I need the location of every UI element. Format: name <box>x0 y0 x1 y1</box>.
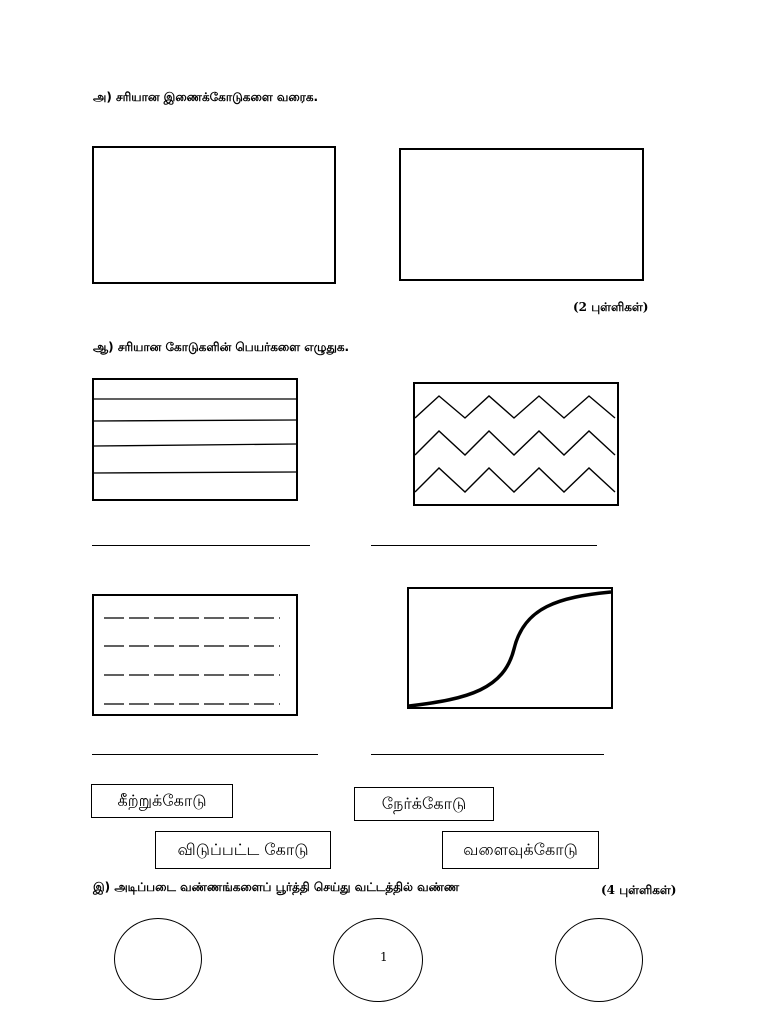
answer-line-4[interactable] <box>371 754 604 755</box>
word-choice-straight-line: நேர்க்கோடு <box>354 787 494 821</box>
coloring-circle-1[interactable] <box>114 918 202 1000</box>
coloring-circle-2[interactable] <box>333 918 423 1002</box>
drawing-box-left[interactable] <box>92 146 336 284</box>
curved-line-drawing <box>409 589 611 707</box>
word-choice-curved-line: வளைவுக்கோடு <box>442 831 599 869</box>
dashed-lines-figure <box>92 594 298 716</box>
answer-line-3[interactable] <box>92 754 318 755</box>
word-choice-dashed-line: விடுப்பட்ட கோடு <box>155 831 331 869</box>
straight-lines-figure <box>92 378 298 501</box>
section-i-marks: (4 புள்ளிகள்) <box>601 883 677 897</box>
section-a-marks: (2 புள்ளிகள்) <box>573 300 649 314</box>
answer-line-2[interactable] <box>371 545 597 546</box>
coloring-circle-3[interactable] <box>555 918 643 1002</box>
word-choice-dotted-line: கீற்றுக்கோடு <box>91 784 233 818</box>
page-number: 1 <box>380 950 388 964</box>
dashed-lines-drawing <box>94 596 296 714</box>
section-a-instruction: அ) சரியான இணைக்கோடுகளை வரைக. <box>93 90 319 104</box>
answer-line-1[interactable] <box>92 545 310 546</box>
zigzag-lines-drawing <box>415 384 617 504</box>
drawing-box-right[interactable] <box>399 148 644 281</box>
curved-line-figure <box>407 587 613 709</box>
zigzag-lines-figure <box>413 382 619 506</box>
straight-lines-drawing <box>94 380 296 499</box>
section-i-instruction: இ) அடிப்படை வண்ணங்களைப் பூர்த்தி செய்து வட்டத்தில் வண்ண <box>93 880 460 894</box>
section-aa-instruction: ஆ) சரியான கோடுகளின் பெயர்களை எழுதுக. <box>93 340 350 354</box>
